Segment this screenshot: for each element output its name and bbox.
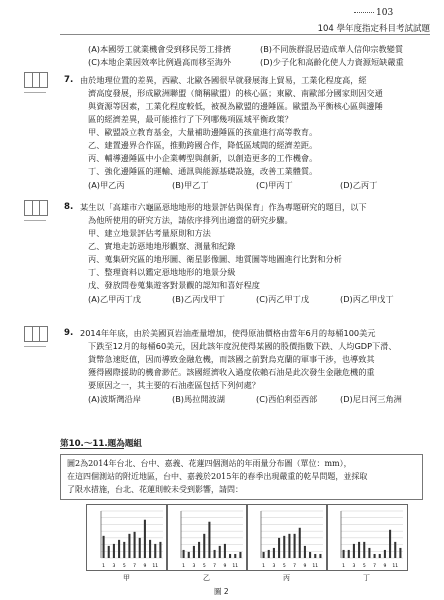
q9-option-a: (A)波斯灣沿岸: [88, 394, 141, 404]
q7-line-3: 與資源等因素，工業化程度較低，被視為歐盟的邊陲區。歐盟為平衡核心區與邊陲: [88, 101, 383, 111]
month-tick-label: 3: [352, 564, 356, 569]
q7-line-1: 由於地理位置的差異，西歐、北歐各國很早就發展海上貿易，工業化程度高，經: [80, 75, 367, 85]
q6-option-a: (A)本國勞工就業機會受到移民勞工排擠: [88, 44, 231, 54]
rainfall-bar: [273, 548, 275, 558]
q9-line-4: 獲得國際援助的機會渺茫。該國經濟收入過度依賴石油是此次發生金融危機的重: [88, 367, 375, 377]
q8-option-b: (B)乙丙戊甲丁: [172, 294, 225, 304]
month-tick-label: 1: [182, 564, 186, 569]
rainfall-bar: [263, 552, 265, 558]
q7-item-4: 丁、強化邊陲區的運輸、通訊與能源基礎設施，改善工業體質。: [88, 166, 318, 176]
q6-option-d: (D)少子化和高齡化使人力資源短缺嚴重: [260, 57, 404, 67]
rainfall-chart-yi: [166, 504, 248, 571]
q9-option-d: (D)尼日河三角洲: [340, 394, 402, 404]
rainfall-chart-bing: [246, 504, 328, 571]
q7-line-4: 區的經濟差異，最可能推行了下列哪幾項區域平衡政策？: [88, 114, 293, 124]
month-tick-label: 7: [213, 564, 217, 569]
rainfall-bar: [188, 552, 190, 558]
q7-option-a: (A)甲乙丙: [88, 180, 125, 190]
rainfall-bar: [123, 542, 125, 558]
month-tick-label: 5: [282, 564, 286, 569]
q7-line-2: 濟高度發展，形成歐洲聯盟（簡稱歐盟）的核心區；東歐、南歐部分國家則因交通: [88, 88, 383, 98]
rainfall-bar: [224, 544, 226, 558]
q9-number: 9.: [64, 328, 74, 338]
rainfall-bar: [343, 550, 345, 558]
rainfall-chart-ding: [326, 504, 408, 571]
q7-box-line: [24, 92, 46, 93]
rainfall-bar: [304, 546, 306, 558]
month-tick-label: 7: [293, 564, 297, 569]
q9-line-5: 要原因之一，其主要的石油產區包括下列何處？: [88, 380, 260, 390]
page-number: 103: [376, 8, 394, 18]
rainfall-bar: [193, 546, 195, 558]
section-desc-line-1: 圖2為2014年台北、台中、嘉義、花蓮四個測站的年雨量分布圖（單位：mm），: [67, 459, 352, 468]
chart-label-jia: 甲: [123, 574, 130, 582]
rainfall-bar: [208, 522, 210, 558]
q9-box-line: [24, 346, 46, 347]
rainfall-bar: [229, 554, 231, 558]
month-tick-label: 9: [383, 564, 387, 569]
rainfall-bar: [219, 546, 221, 558]
rainfall-bar: [134, 532, 136, 558]
q9-line-3: 貨幣急速貶值，因而導致金融危機，而該國之前對烏克蘭的軍事干涉，也導致其: [88, 354, 375, 364]
rainfall-bar: [299, 528, 301, 558]
month-tick-label: 1: [262, 564, 266, 569]
month-tick-label: 3: [272, 564, 276, 569]
q7-item-1: 甲、歐盟設立教育基金，大量補助邊陲區的孩童進行高等教育。: [88, 127, 318, 137]
rainfall-bar: [268, 550, 270, 558]
header-rule: [60, 34, 430, 35]
q8-box-line: [24, 220, 46, 221]
q9-option-b: (B)馬拉開波湖: [172, 394, 225, 404]
q8-answer-box: [24, 200, 48, 216]
rainfall-bar: [358, 542, 360, 558]
q8-number: 8.: [64, 202, 74, 212]
rainfall-bar: [113, 544, 115, 558]
chart-label-yi: 乙: [203, 574, 210, 582]
rainfall-bar: [234, 554, 236, 558]
month-tick-label: 3: [192, 564, 196, 569]
rainfall-bar: [214, 550, 216, 558]
month-tick-label: 9: [303, 564, 307, 569]
chart-label-bing: 丙: [283, 574, 290, 582]
chart-label-ding: 丁: [363, 574, 370, 582]
q7-option-c: (C)甲丙丁: [256, 180, 293, 190]
month-tick-label: 11: [312, 564, 319, 569]
month-tick-label: 11: [152, 564, 159, 569]
rainfall-bar: [278, 538, 280, 558]
q9-option-c: (C)西伯利亞西部: [256, 394, 318, 404]
rainfall-bar: [288, 534, 290, 558]
rainfall-bar: [183, 550, 185, 558]
rainfall-bar: [394, 542, 396, 558]
q8-item-5: 戊、發放問卷蒐集遊客對景觀的認知和喜好程度: [88, 280, 260, 290]
rainfall-bar: [368, 548, 370, 558]
page-header-title: 104 學年度指定科目考試試題: [317, 24, 430, 34]
rainfall-bar: [159, 542, 161, 558]
rainfall-bar: [363, 542, 365, 558]
month-tick-label: 3: [112, 564, 116, 569]
rainfall-bar: [374, 554, 376, 558]
q8-line-1: 某生以「高雄市六龜區惡地地形的地景評估與保育」作為專題研究的題目，以下: [80, 202, 367, 212]
rainfall-bar: [353, 544, 355, 558]
q9-line-2: 下跌至12月的每桶60美元，因此該年度況使得某國的股價指數下跌、人均GDP下滑、: [88, 341, 397, 351]
q8-item-3: 丙、蒐集研究區的地形圖、衛星影像圖、地質圖等地圖進行比對和分析: [88, 254, 342, 264]
section-title: 第10.～11.題為題組: [60, 439, 143, 449]
rainfall-bar: [239, 552, 241, 558]
month-tick-label: 11: [232, 564, 239, 569]
section-desc-line-2: 在這四個測站的附近地區，台中、嘉義於2015年的春季出現嚴重的乾旱問題，並採取: [67, 472, 368, 481]
rainfall-bar: [139, 538, 141, 558]
q7-option-b: (B)甲乙丁: [172, 180, 209, 190]
rainfall-bar: [379, 554, 381, 558]
q8-option-c: (C)丙乙甲丁戊: [256, 294, 310, 304]
month-tick-label: 5: [362, 564, 366, 569]
rainfall-chart-jia: [86, 504, 168, 571]
rainfall-bar: [389, 530, 391, 558]
figure-caption: 圖 2: [214, 587, 229, 596]
rainfall-chart-yi-svg: [167, 505, 247, 570]
month-tick-label: 9: [143, 564, 147, 569]
q6-option-b: (B)不同族群混居造成華人信仰宗教變質: [260, 44, 404, 54]
q7-item-2: 乙、建置邊界合作區，推動跨國合作，降低區域間的經濟差距。: [88, 140, 318, 150]
section-desc-line-3: 了限水措施，台北、花蓮則較未受到影響，請問：: [67, 485, 243, 494]
q8-option-d: (D)丙乙甲戊丁: [340, 294, 394, 304]
rainfall-bar: [118, 540, 120, 558]
rainfall-chart-jia-svg: [87, 505, 167, 570]
rainfall-bar: [294, 534, 296, 558]
q7-item-3: 丙、輔導邊陲區中小企業轉型與創新，以創造更多的工作機會。: [88, 153, 318, 163]
rainfall-bar: [399, 548, 401, 558]
q9-answer-box: [24, 326, 48, 342]
rainfall-bar: [283, 536, 285, 558]
month-tick-label: 9: [223, 564, 227, 569]
q7-number: 7.: [64, 75, 74, 85]
month-tick-label: 11: [392, 564, 399, 569]
rainfall-chart-ding-svg: [327, 505, 407, 570]
q8-line-2: 為他所使用的研究方法，請依序排列出適當的研究步驟。: [88, 215, 293, 225]
rainfall-bar: [384, 550, 386, 558]
rainfall-bar: [319, 554, 321, 558]
q6-option-c: (C)本地企業因效率比例過高而移至海外: [88, 57, 232, 67]
q8-item-1: 甲、建立地景評估考量原則和方法: [88, 228, 211, 238]
month-tick-label: 7: [133, 564, 137, 569]
rainfall-chart-bing-svg: [247, 505, 327, 570]
q8-item-4: 丁、整理資料以鑑定惡地地形的地景分級: [88, 267, 236, 277]
month-tick-label: 7: [373, 564, 377, 569]
rainfall-bar: [348, 550, 350, 558]
q8-option-a: (A)乙甲丙丁戊: [88, 294, 141, 304]
month-tick-label: 1: [102, 564, 106, 569]
rainfall-bar: [144, 520, 146, 558]
rainfall-bar: [154, 544, 156, 558]
rainfall-bar: [198, 542, 200, 558]
rainfall-bar: [314, 554, 316, 558]
month-tick-label: 5: [202, 564, 206, 569]
rainfall-bar: [149, 540, 151, 558]
rainfall-bar: [203, 534, 205, 558]
q7-answer-box: [24, 72, 48, 88]
rainfall-bar: [128, 534, 130, 558]
rainfall-bar: [108, 546, 110, 558]
q9-line-1: 2014年年底，由於美國頁岩油產量增加，使得原油價格由當年6月的每桶100美元: [80, 328, 376, 338]
month-tick-label: 5: [122, 564, 126, 569]
q7-option-d: (D)乙丙丁: [340, 180, 378, 190]
section-underline: [60, 448, 124, 449]
section-description-box: [60, 454, 423, 500]
month-tick-label: 1: [342, 564, 346, 569]
rainfall-bar: [309, 552, 311, 558]
rainfall-bar: [103, 536, 105, 558]
q8-item-2: 乙、實地走訪惡地地形觀察、測量和紀錄: [88, 241, 236, 251]
header-dots: [354, 12, 374, 13]
